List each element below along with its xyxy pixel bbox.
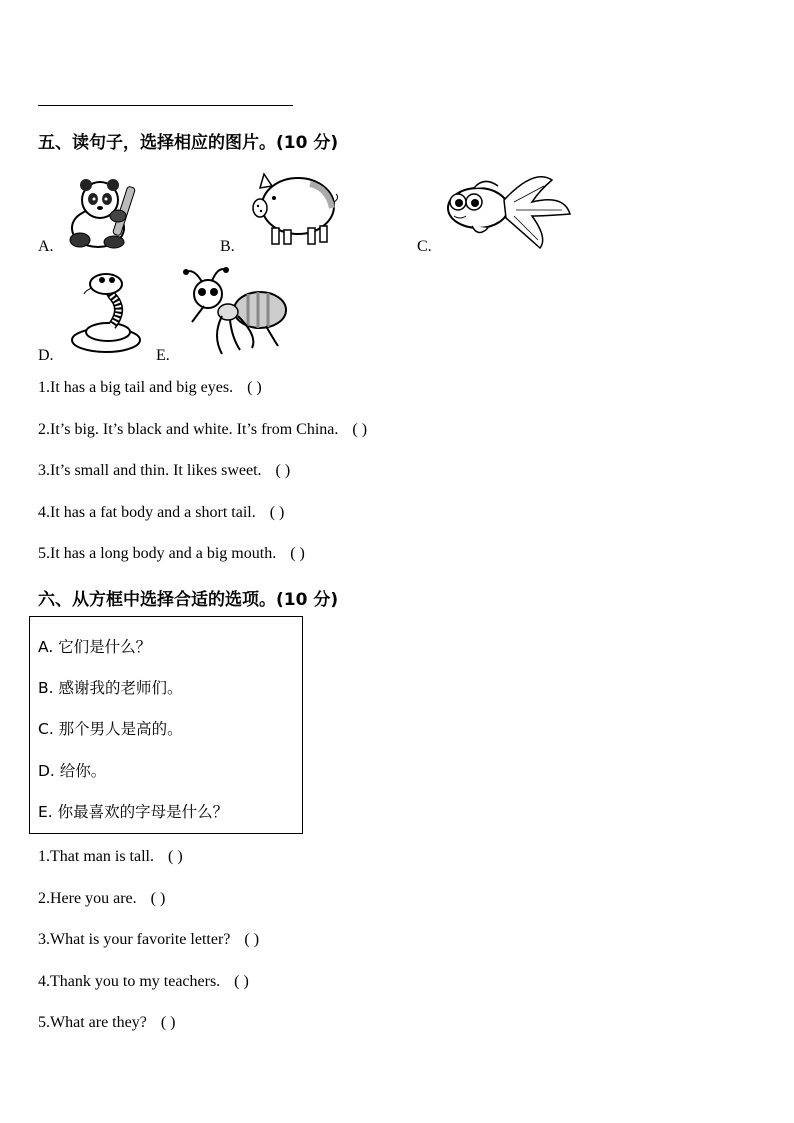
s5-question-2 — [38, 421, 367, 439]
picture-label-b: B. — [220, 238, 235, 255]
question-text: 1.That man is tall. — [38, 848, 154, 865]
answer-blank[interactable]: ( ) — [150, 890, 166, 907]
option-c: C. 那个男人是高的。 — [38, 720, 183, 738]
question-text: 2.Here you are. — [38, 890, 137, 907]
answer-blank[interactable]: ( ) — [160, 1014, 176, 1031]
answer-blank[interactable]: ( ) — [234, 973, 249, 990]
question-text: 2.It’s big. It’s black and white. It’s from China. — [38, 421, 339, 438]
answer-blank[interactable]: ( ) — [290, 545, 305, 562]
s5-question-5 — [38, 545, 305, 563]
answer-blank[interactable]: ( ) — [244, 931, 260, 948]
options-box — [29, 616, 303, 834]
option-b: B. 感谢我的老师们。 — [38, 679, 183, 697]
s6-question-3 — [38, 931, 259, 949]
picture-label-a: A. — [38, 238, 54, 255]
question-text: 3.What is your favorite letter? — [38, 931, 231, 948]
option-a: A. 它们是什么？ — [38, 638, 152, 656]
answer-blank[interactable]: ( ) — [269, 504, 285, 521]
answer-blank[interactable]: ( ) — [167, 848, 183, 865]
s5-question-4 — [38, 504, 284, 522]
question-text: 5.What are they? — [38, 1014, 147, 1031]
question-text: 1.It has a big tail and big eyes. — [38, 379, 234, 396]
s6-question-2 — [38, 890, 165, 908]
panda-icon — [66, 176, 144, 250]
question-text: 4.Thank you to my teachers. — [38, 973, 221, 990]
answer-blank[interactable]: ( ) — [352, 421, 368, 438]
option-d: D. 给你。 — [38, 762, 107, 780]
picture-label-d: D. — [38, 347, 54, 364]
goldfish-icon — [444, 172, 574, 252]
pig-icon — [250, 168, 340, 248]
picture-label-c: C. — [417, 238, 432, 255]
s5-question-3 — [38, 462, 290, 480]
section-6-heading: 六、从方框中选择合适的选项。(10 分) — [38, 590, 339, 610]
s6-question-4 — [38, 973, 249, 991]
s6-question-1 — [38, 848, 183, 866]
ant-icon — [182, 266, 292, 358]
question-text: 5.It has a long body and a big mouth. — [38, 545, 277, 562]
s6-question-5 — [38, 1014, 175, 1032]
question-text: 3.It’s small and thin. It likes sweet. — [38, 462, 262, 479]
answer-blank[interactable]: ( ) — [275, 462, 291, 479]
question-text: 4.It has a fat body and a short tail. — [38, 504, 256, 521]
option-e: E. 你最喜欢的字母是什么？ — [38, 803, 229, 821]
answer-line — [38, 105, 293, 106]
s5-question-1 — [38, 379, 262, 397]
answer-blank[interactable]: ( ) — [247, 379, 262, 396]
snake-icon — [66, 270, 146, 356]
picture-label-e: E. — [156, 347, 170, 364]
section-5-heading: 五、读句子，选择相应的图片。(10 分) — [38, 133, 339, 153]
